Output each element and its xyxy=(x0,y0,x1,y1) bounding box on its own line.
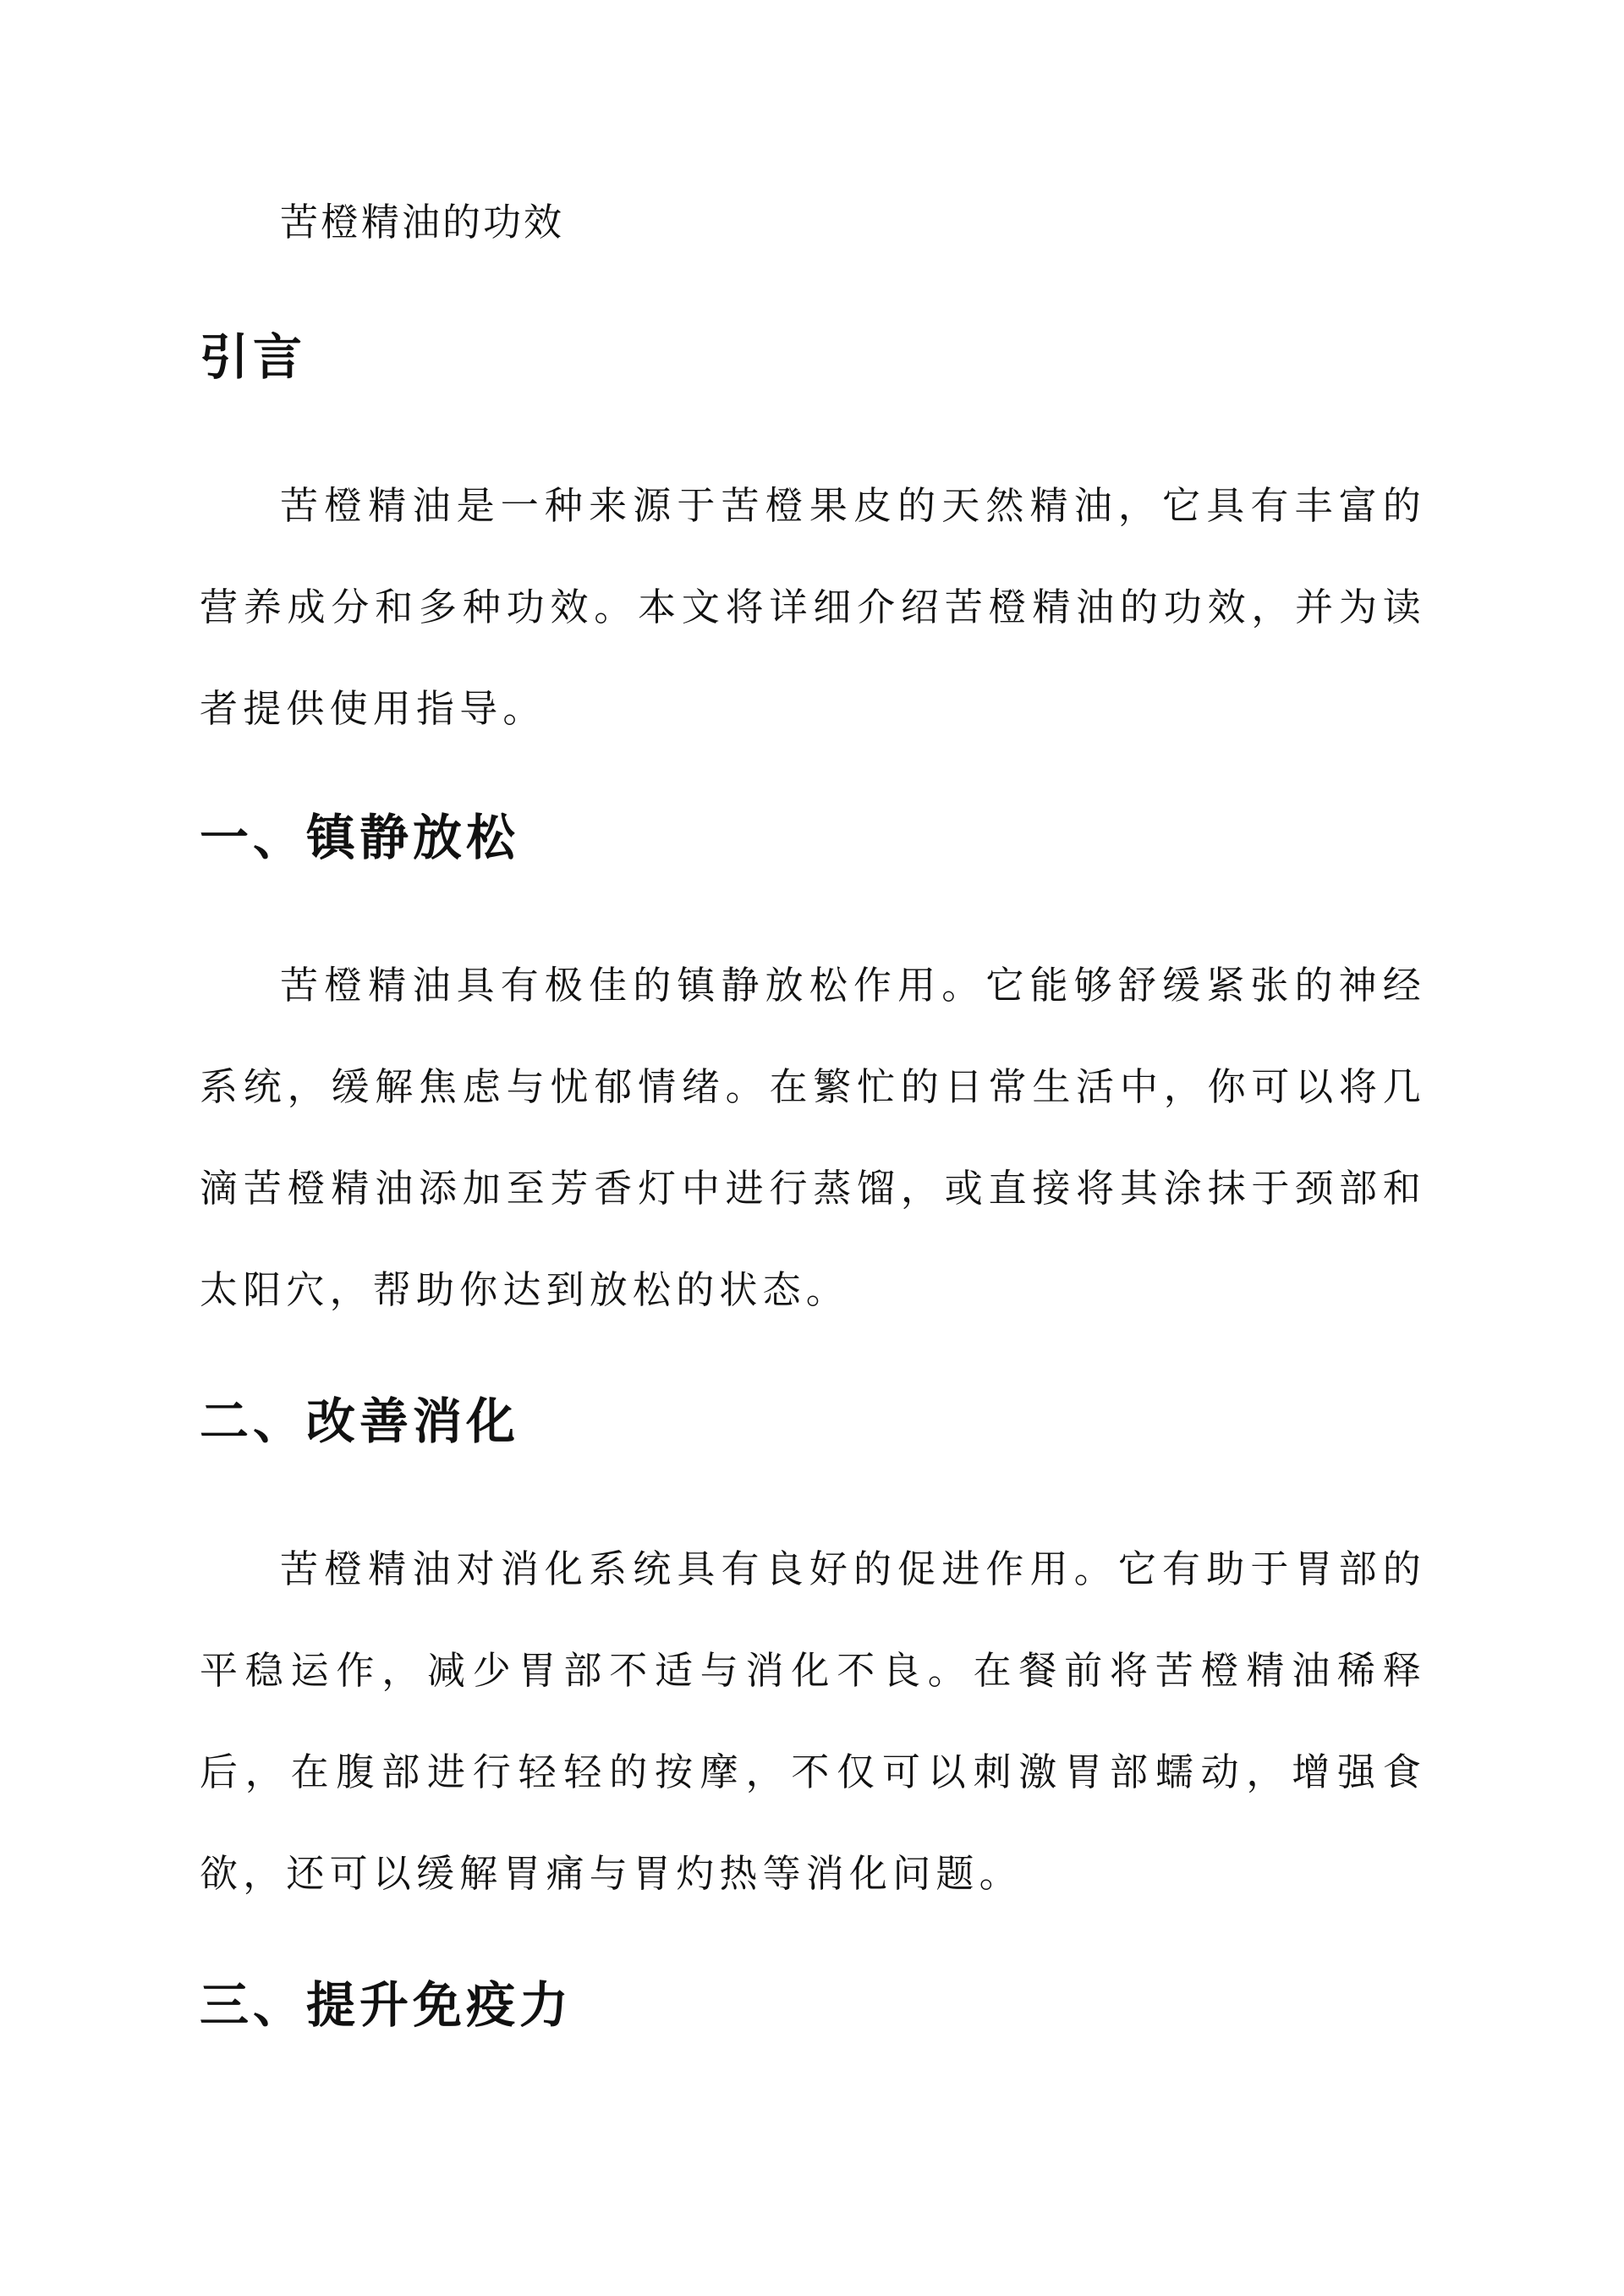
section-paragraph-improve-digestion: 苦橙精油对消化系统具有良好的促进作用。它有助于胃部的平稳运作，减少胃部不适与消化不良。在餐前将苦橙精油稀释后，在腹部进行轻轻的按摩，不仅可以刺激胃部蠕动，增强食欲，还可以缓解胃痛与胃灼热等消化问题。 xyxy=(200,1546,1426,1896)
section-paragraph-introduction: 苦橙精油是一种来源于苦橙果皮的天然精油，它具有丰富的营养成分和多种功效。本文将详细介绍苦橙精油的功效，并为读者提供使用指导。 xyxy=(200,483,1426,731)
section-heading-improve-digestion: 二、改善消化 xyxy=(200,1392,520,1450)
section-heading-calm-relax: 一、镇静放松 xyxy=(200,809,520,866)
section-paragraph-calm-relax: 苦橙精油具有极佳的镇静放松作用。它能够舒缓紧张的神经系统，缓解焦虑与忧郁情绪。在繁忙的日常生活中，你可以将几滴苦橙精油添加至芳香灯中进行蒸馏，或直接将其涂抹于颈部和太阳穴，帮助你达到放松的状态。 xyxy=(200,963,1426,1312)
section-heading-introduction: 引言 xyxy=(200,328,307,386)
section-heading-boost-immunity: 三、提升免疫力 xyxy=(200,1976,573,2034)
document-title: 苦橙精油的功效 xyxy=(280,200,565,244)
